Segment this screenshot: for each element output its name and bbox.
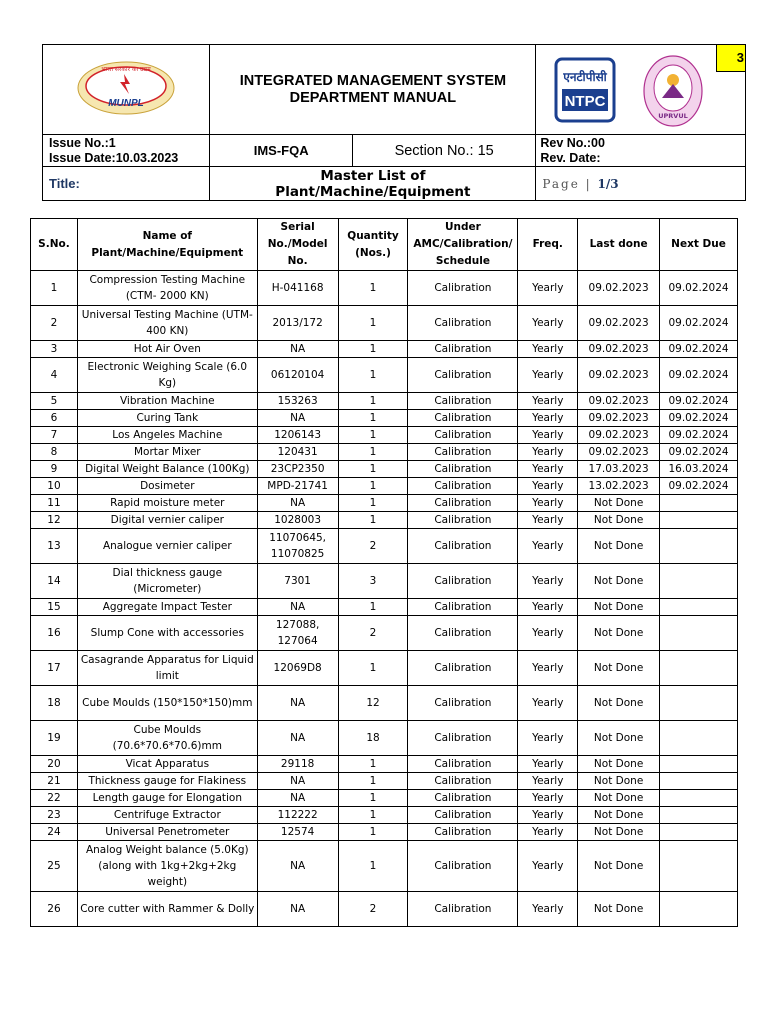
table-cell: Yearly — [518, 599, 578, 616]
table-cell: Vibration Machine — [77, 393, 257, 410]
table-cell: NA — [257, 686, 338, 721]
table-cell: Calibration — [408, 686, 518, 721]
table-cell: 2 — [338, 892, 408, 927]
table-cell: Yearly — [518, 495, 578, 512]
table-cell: 09.02.2024 — [660, 427, 738, 444]
table-cell: 2 — [338, 616, 408, 651]
table-row — [31, 616, 738, 651]
table-cell — [660, 512, 738, 529]
table-row — [31, 773, 738, 790]
table-row — [31, 529, 738, 564]
table-cell: Calibration — [408, 599, 518, 616]
table-cell: 1 — [338, 599, 408, 616]
document-title-cell — [210, 167, 536, 201]
uprvul-logo — [642, 54, 704, 128]
table-cell: Yearly — [518, 686, 578, 721]
table-cell: 25 — [31, 841, 78, 892]
table-cell: 14 — [31, 564, 78, 599]
table-cell: 10 — [31, 478, 78, 495]
equipment-table — [30, 218, 738, 927]
table-cell: Not Done — [578, 824, 660, 841]
table-cell: Cube Moulds (150*150*150)mm — [77, 686, 257, 721]
table-cell: 12574 — [257, 824, 338, 841]
table-cell: 4 — [31, 358, 78, 393]
table-cell: 112222 — [257, 807, 338, 824]
table-cell: Not Done — [578, 807, 660, 824]
table-cell: 11070645, 11070825 — [257, 529, 338, 564]
table-cell: NA — [257, 841, 338, 892]
table-cell: 09.02.2023 — [578, 444, 660, 461]
table-cell: Calibration — [408, 461, 518, 478]
table-cell — [660, 495, 738, 512]
table-cell: Dosimeter — [77, 478, 257, 495]
table-cell: 153263 — [257, 393, 338, 410]
table-cell — [660, 616, 738, 651]
table-cell — [660, 807, 738, 824]
table-cell: Compression Testing Machine (CTM- 2000 KN) — [77, 271, 257, 306]
table-cell: 1 — [338, 461, 408, 478]
table-cell: 20 — [31, 756, 78, 773]
table-cell: Universal Penetrometer — [77, 824, 257, 841]
table-cell: 127088, 127064 — [257, 616, 338, 651]
table-cell: Yearly — [518, 892, 578, 927]
table-row — [31, 824, 738, 841]
table-cell: 1 — [338, 427, 408, 444]
col-header: S.No. — [31, 219, 78, 271]
col-header: Last done — [578, 219, 660, 271]
table-cell: Yearly — [518, 841, 578, 892]
table-cell: 21 — [31, 773, 78, 790]
partner-logos-cell — [536, 45, 746, 135]
table-cell — [660, 756, 738, 773]
table-cell: 3 — [31, 341, 78, 358]
table-cell: 7 — [31, 427, 78, 444]
table-row — [31, 271, 738, 306]
table-cell: Yearly — [518, 341, 578, 358]
table-cell: Calibration — [408, 427, 518, 444]
table-cell: Yearly — [518, 773, 578, 790]
table-cell: Not Done — [578, 686, 660, 721]
table-cell: Yearly — [518, 790, 578, 807]
table-cell: Not Done — [578, 512, 660, 529]
table-cell: Calibration — [408, 410, 518, 427]
table-cell: Not Done — [578, 892, 660, 927]
munpl-logo — [76, 58, 176, 118]
table-cell: Yearly — [518, 756, 578, 773]
table-cell — [660, 841, 738, 892]
table-cell: 09.02.2023 — [578, 341, 660, 358]
table-cell: 09.02.2024 — [660, 393, 738, 410]
table-row — [31, 512, 738, 529]
table-cell: Not Done — [578, 790, 660, 807]
table-cell: Calibration — [408, 306, 518, 341]
table-cell: Yearly — [518, 358, 578, 393]
table-cell — [660, 721, 738, 756]
table-row — [31, 358, 738, 393]
table-cell: Calibration — [408, 341, 518, 358]
table-cell: 09.02.2024 — [660, 341, 738, 358]
table-row — [31, 444, 738, 461]
table-cell: 09.02.2023 — [578, 358, 660, 393]
table-row — [31, 686, 738, 721]
table-cell: 1 — [338, 478, 408, 495]
table-cell: NA — [257, 599, 338, 616]
table-cell: 1 — [338, 495, 408, 512]
table-cell: 12 — [338, 686, 408, 721]
manual-title-cell — [210, 45, 536, 135]
table-cell: 9 — [31, 461, 78, 478]
table-cell: Universal Testing Machine (UTM- 400 KN) — [77, 306, 257, 341]
document-title-line1: Master List of — [320, 167, 426, 184]
table-cell: 1 — [338, 756, 408, 773]
table-cell: 7301 — [257, 564, 338, 599]
revision-info-cell — [536, 135, 746, 167]
svg-text:भारत सरकार का उद्यम: भारत सरकार का उद्यम — [101, 65, 151, 73]
table-cell: Yearly — [518, 478, 578, 495]
table-cell: 09.02.2024 — [660, 410, 738, 427]
table-row — [31, 495, 738, 512]
table-row — [31, 427, 738, 444]
table-cell: 6 — [31, 410, 78, 427]
table-cell: MPD-21741 — [257, 478, 338, 495]
table-cell: NA — [257, 773, 338, 790]
table-cell — [660, 773, 738, 790]
table-cell: 17.03.2023 — [578, 461, 660, 478]
table-cell: Calibration — [408, 512, 518, 529]
table-row — [31, 892, 738, 927]
table-row — [31, 721, 738, 756]
table-cell: 1 — [338, 306, 408, 341]
table-cell: 1028003 — [257, 512, 338, 529]
table-row — [31, 393, 738, 410]
table-cell: Not Done — [578, 599, 660, 616]
col-header: Serial No./Model No. — [257, 219, 338, 271]
table-cell: 1 — [338, 410, 408, 427]
issue-number: Issue No.:1 — [49, 135, 116, 150]
title-label: Title: — [43, 167, 210, 201]
table-cell: Calibration — [408, 721, 518, 756]
table-row — [31, 564, 738, 599]
table-cell: Mortar Mixer — [77, 444, 257, 461]
table-cell: 18 — [31, 686, 78, 721]
table-header-row — [31, 219, 738, 271]
table-cell: H-041168 — [257, 271, 338, 306]
table-row — [31, 410, 738, 427]
table-cell: 18 — [338, 721, 408, 756]
table-cell: 12 — [31, 512, 78, 529]
table-cell: 23 — [31, 807, 78, 824]
table-cell: 24 — [31, 824, 78, 841]
table-cell: 22 — [31, 790, 78, 807]
revision-number: Rev No.:00 — [540, 135, 605, 150]
table-cell: Centrifuge Extractor — [77, 807, 257, 824]
table-cell: 13.02.2023 — [578, 478, 660, 495]
table-cell: Thickness gauge for Flakiness — [77, 773, 257, 790]
ntpc-logo — [554, 57, 618, 123]
table-cell: 2013/172 — [257, 306, 338, 341]
table-cell: 09.02.2024 — [660, 444, 738, 461]
page-badge: 3 — [716, 44, 746, 72]
table-cell: 1 — [338, 790, 408, 807]
table-cell: Yearly — [518, 564, 578, 599]
page-number-cell — [536, 167, 746, 201]
issue-date: Issue Date:10.03.2023 — [49, 150, 179, 165]
table-cell: Curing Tank — [77, 410, 257, 427]
table-row — [31, 756, 738, 773]
table-cell: Calibration — [408, 393, 518, 410]
table-cell: Yearly — [518, 616, 578, 651]
table-cell: Not Done — [578, 841, 660, 892]
issue-info-cell — [43, 135, 210, 167]
table-cell: 16.03.2024 — [660, 461, 738, 478]
table-cell: 09.02.2023 — [578, 306, 660, 341]
table-cell: Yearly — [518, 444, 578, 461]
table-cell: Yearly — [518, 824, 578, 841]
page-label: Page | — [542, 176, 592, 191]
table-cell — [660, 790, 738, 807]
table-cell: 09.02.2024 — [660, 478, 738, 495]
table-row — [31, 478, 738, 495]
table-cell: Yearly — [518, 427, 578, 444]
table-cell: NA — [257, 341, 338, 358]
table-cell — [660, 892, 738, 927]
manual-title-line1: INTEGRATED MANAGEMENT SYSTEM — [239, 72, 507, 89]
table-cell: Calibration — [408, 495, 518, 512]
table-cell: 1 — [338, 393, 408, 410]
table-cell: 09.02.2024 — [660, 306, 738, 341]
table-row — [31, 841, 738, 892]
table-cell: Calibration — [408, 841, 518, 892]
svg-text:UPRVUL: UPRVUL — [658, 112, 689, 120]
document-header — [42, 44, 746, 201]
table-cell — [660, 824, 738, 841]
table-cell: 12069D8 — [257, 651, 338, 686]
table-row — [31, 599, 738, 616]
table-row — [31, 790, 738, 807]
table-cell: 2 — [31, 306, 78, 341]
table-cell: 1 — [338, 773, 408, 790]
table-cell: Cube Moulds (70.6*70.6*70.6)mm — [77, 721, 257, 756]
table-cell: Calibration — [408, 807, 518, 824]
table-cell: 13 — [31, 529, 78, 564]
table-row — [31, 461, 738, 478]
munpl-logo-cell — [43, 45, 210, 135]
table-cell: 1206143 — [257, 427, 338, 444]
table-cell: Digital vernier caliper — [77, 512, 257, 529]
table-cell: 09.02.2023 — [578, 271, 660, 306]
svg-text:NTPC: NTPC — [564, 93, 606, 110]
table-cell: 09.02.2024 — [660, 271, 738, 306]
table-cell: NA — [257, 495, 338, 512]
table-cell: 120431 — [257, 444, 338, 461]
table-cell: NA — [257, 892, 338, 927]
table-cell: 5 — [31, 393, 78, 410]
table-cell: Not Done — [578, 651, 660, 686]
table-cell: Calibration — [408, 271, 518, 306]
table-cell: 1 — [31, 271, 78, 306]
table-cell: Calibration — [408, 529, 518, 564]
table-cell: 2 — [338, 529, 408, 564]
table-cell: Yearly — [518, 461, 578, 478]
table-cell: 1 — [338, 807, 408, 824]
table-cell: Yearly — [518, 271, 578, 306]
doc-code: IMS-FQA — [210, 135, 353, 167]
col-header: Freq. — [518, 219, 578, 271]
table-cell: Slump Cone with accessories — [77, 616, 257, 651]
col-header: Quantity (Nos.) — [338, 219, 408, 271]
table-cell: 1 — [338, 824, 408, 841]
table-cell: Length gauge for Elongation — [77, 790, 257, 807]
table-cell: 09.02.2024 — [660, 358, 738, 393]
table-cell: Not Done — [578, 773, 660, 790]
manual-title-line2: DEPARTMENT MANUAL — [289, 89, 457, 106]
table-cell: Rapid moisture meter — [77, 495, 257, 512]
table-cell — [660, 599, 738, 616]
table-cell: 23CP2350 — [257, 461, 338, 478]
table-cell: Casagrande Apparatus for Liquid limit — [77, 651, 257, 686]
table-cell: Not Done — [578, 616, 660, 651]
table-cell — [660, 529, 738, 564]
table-cell: Calibration — [408, 564, 518, 599]
table-cell: NA — [257, 721, 338, 756]
table-cell: Calibration — [408, 651, 518, 686]
col-header: Under AMC/Calibration/ Schedule — [408, 219, 518, 271]
table-cell: 3 — [338, 564, 408, 599]
table-row — [31, 306, 738, 341]
table-cell: Not Done — [578, 564, 660, 599]
table-cell: Calibration — [408, 756, 518, 773]
table-cell: Yearly — [518, 306, 578, 341]
table-cell: Los Angeles Machine — [77, 427, 257, 444]
table-row — [31, 807, 738, 824]
table-cell: 09.02.2023 — [578, 427, 660, 444]
table-cell: 06120104 — [257, 358, 338, 393]
table-cell: Core cutter with Rammer & Dolly — [77, 892, 257, 927]
document-title-line2: Plant/Machine/Equipment — [275, 183, 471, 200]
table-cell: Yearly — [518, 651, 578, 686]
page-value: 1/3 — [597, 176, 619, 191]
table-cell: Not Done — [578, 529, 660, 564]
col-header: Name of Plant/Machine/Equipment — [77, 219, 257, 271]
table-cell: 29118 — [257, 756, 338, 773]
svg-text:एनटीपीसी: एनटीपीसी — [563, 70, 608, 84]
table-cell: 26 — [31, 892, 78, 927]
table-cell: Yearly — [518, 410, 578, 427]
table-cell: Vicat Apparatus — [77, 756, 257, 773]
table-cell: 11 — [31, 495, 78, 512]
table-cell: Yearly — [518, 529, 578, 564]
table-cell: NA — [257, 410, 338, 427]
table-cell: Calibration — [408, 790, 518, 807]
table-cell: Yearly — [518, 807, 578, 824]
table-cell: NA — [257, 790, 338, 807]
table-cell: 09.02.2023 — [578, 393, 660, 410]
table-cell: Analogue vernier caliper — [77, 529, 257, 564]
svg-text:MUNPL: MUNPL — [108, 97, 144, 109]
table-cell: Yearly — [518, 393, 578, 410]
table-cell: Hot Air Oven — [77, 341, 257, 358]
table-cell: 8 — [31, 444, 78, 461]
table-cell: 17 — [31, 651, 78, 686]
table-body — [31, 271, 738, 927]
section-number: Section No.: 15 — [352, 135, 535, 167]
table-cell: Not Done — [578, 721, 660, 756]
table-cell: Electronic Weighing Scale (6.0 Kg) — [77, 358, 257, 393]
table-cell: Not Done — [578, 756, 660, 773]
table-cell: Calibration — [408, 358, 518, 393]
table-cell: Calibration — [408, 892, 518, 927]
table-cell: 1 — [338, 358, 408, 393]
table-cell: Yearly — [518, 721, 578, 756]
table-cell: 1 — [338, 512, 408, 529]
table-cell: 19 — [31, 721, 78, 756]
table-cell: Aggregate Impact Tester — [77, 599, 257, 616]
col-header: Next Due — [660, 219, 738, 271]
table-row — [31, 341, 738, 358]
revision-date: Rev. Date: — [540, 150, 601, 165]
table-cell: Calibration — [408, 616, 518, 651]
table-cell: Calibration — [408, 444, 518, 461]
table-cell: Calibration — [408, 773, 518, 790]
table-cell: Dial thickness gauge (Micrometer) — [77, 564, 257, 599]
table-row — [31, 651, 738, 686]
table-cell: 1 — [338, 444, 408, 461]
table-cell: 16 — [31, 616, 78, 651]
table-cell — [660, 651, 738, 686]
table-cell: Analog Weight balance (5.0Kg) (along with 1kg+2kg+2kg weight) — [77, 841, 257, 892]
table-cell: 1 — [338, 271, 408, 306]
table-cell — [660, 564, 738, 599]
table-cell: Calibration — [408, 478, 518, 495]
table-cell: Not Done — [578, 495, 660, 512]
table-cell: Digital Weight Balance (100Kg) — [77, 461, 257, 478]
table-cell: 15 — [31, 599, 78, 616]
table-cell: 09.02.2023 — [578, 410, 660, 427]
table-cell — [660, 686, 738, 721]
table-cell: Calibration — [408, 824, 518, 841]
table-cell: 1 — [338, 341, 408, 358]
table-cell: 1 — [338, 651, 408, 686]
table-cell: Yearly — [518, 512, 578, 529]
table-cell: 1 — [338, 841, 408, 892]
